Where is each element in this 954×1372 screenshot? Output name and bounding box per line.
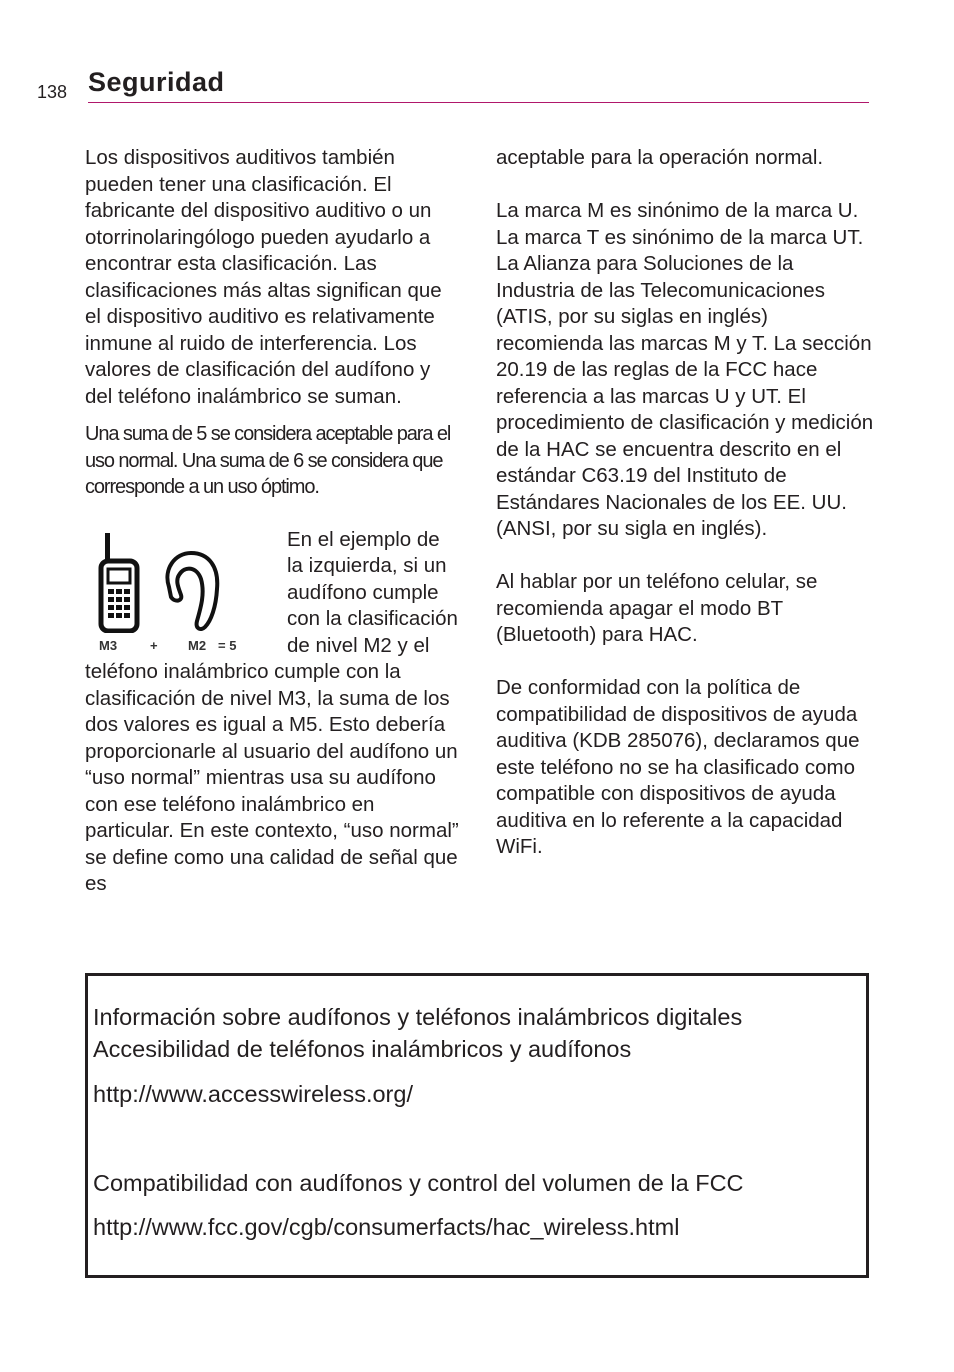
hearing-aid-icon: [161, 549, 223, 631]
wifi-compliance-paragraph: De conformidad con la política de compatibilidad de dispositivos de ayuda auditiva (KDB 285076), declaramos que este teléfono no se ha clasificado como compatible con dispositivos de ayuda auditiva en lo referente a la capacidad WiFi.: [496, 676, 860, 858]
marks-paragraph: La marca M es sinónimo de la marca U. La marca T es sinónimo de la marca UT. La Alianza para Soluciones de la Industria de las Telecomunicaciones (ATIS, por su siglas en inglés) recomienda las marcas M y T. La sección 20.19 de las reglas de la FCC hace referencia a las marcas U y UT. El procedimiento de clasificación y medición de la HAC se encuentra descrito en el estándar C63.19 del Instituto de Estándares Nacionales de los EE. UU. (ANSI, por su sigla en inglés).: [496, 199, 874, 540]
continuation-paragraph: aceptable para la operación normal.: [496, 146, 824, 169]
page-number: 138: [37, 82, 68, 102]
rating-example-figure: [87, 533, 267, 655]
example-block: [85, 527, 460, 898]
page-title: Seguridad: [88, 67, 225, 97]
fcc-link[interactable]: http://www.fcc.gov/cgb/consumerfacts/hac_wireless.html: [93, 1214, 680, 1240]
left-column: [85, 145, 460, 898]
sum-rating-paragraph: Una suma de 5 se considera aceptable para el uso normal. Una suma de 6 se considera que corresponde a un uso óptimo.: [85, 423, 451, 498]
hearing-aid-rating-label: M2: [188, 637, 207, 653]
info-heading-digital: Información sobre audífonos y teléfonos inalámbricos digitales: [93, 1004, 743, 1030]
phone-rating-label: M3: [99, 637, 118, 653]
info-heading-accessibility: Accesibilidad de teléfonos inalámbricos y audífonos: [93, 1036, 632, 1062]
example-paragraph: En el ejemplo de la izquierda, si un audífono cumple con la clasificación de nivel M2 y el teléfono inalámbrico cumple con la clasificación de nivel M3, la suma de los dos valores es igual a M5. Esto debería proporcionarle al usuario del audífono un “uso normal” mientras usa su audífono con ese teléfono inalámbrico en particular. En este contexto, “uso normal” se define como una calidad de señal que es: [85, 527, 459, 895]
info-heading-fcc: Compatibilidad con audífonos y control del volumen de la FCC: [93, 1170, 744, 1196]
right-column: [496, 145, 874, 861]
resources-box: [85, 973, 869, 1278]
phone-icon: [93, 533, 143, 633]
accesswireless-link[interactable]: http://www.accesswireless.org/: [93, 1081, 413, 1107]
bluetooth-paragraph: Al hablar por un teléfono celular, se recomienda apagar el modo BT (Bluetooth) para HAC.: [496, 570, 818, 646]
sum-result-label: = 5: [218, 637, 237, 653]
hearing-aid-rating-paragraph: Los dispositivos auditivos también pueden tener una clasificación. El fabricante del dispositivo auditivo o un otorrinolaringólogo pueden ayudarlo a encontrar esta clasificación. Las clasificaciones más altas significan que el dispositivo auditivo es relativamente inmune al ruido de interferencia. Los valores de clasificación del audífono y del teléfono inalámbrico se suman.: [85, 146, 442, 408]
title-divider: [88, 102, 869, 103]
plus-sign: +: [150, 637, 158, 653]
